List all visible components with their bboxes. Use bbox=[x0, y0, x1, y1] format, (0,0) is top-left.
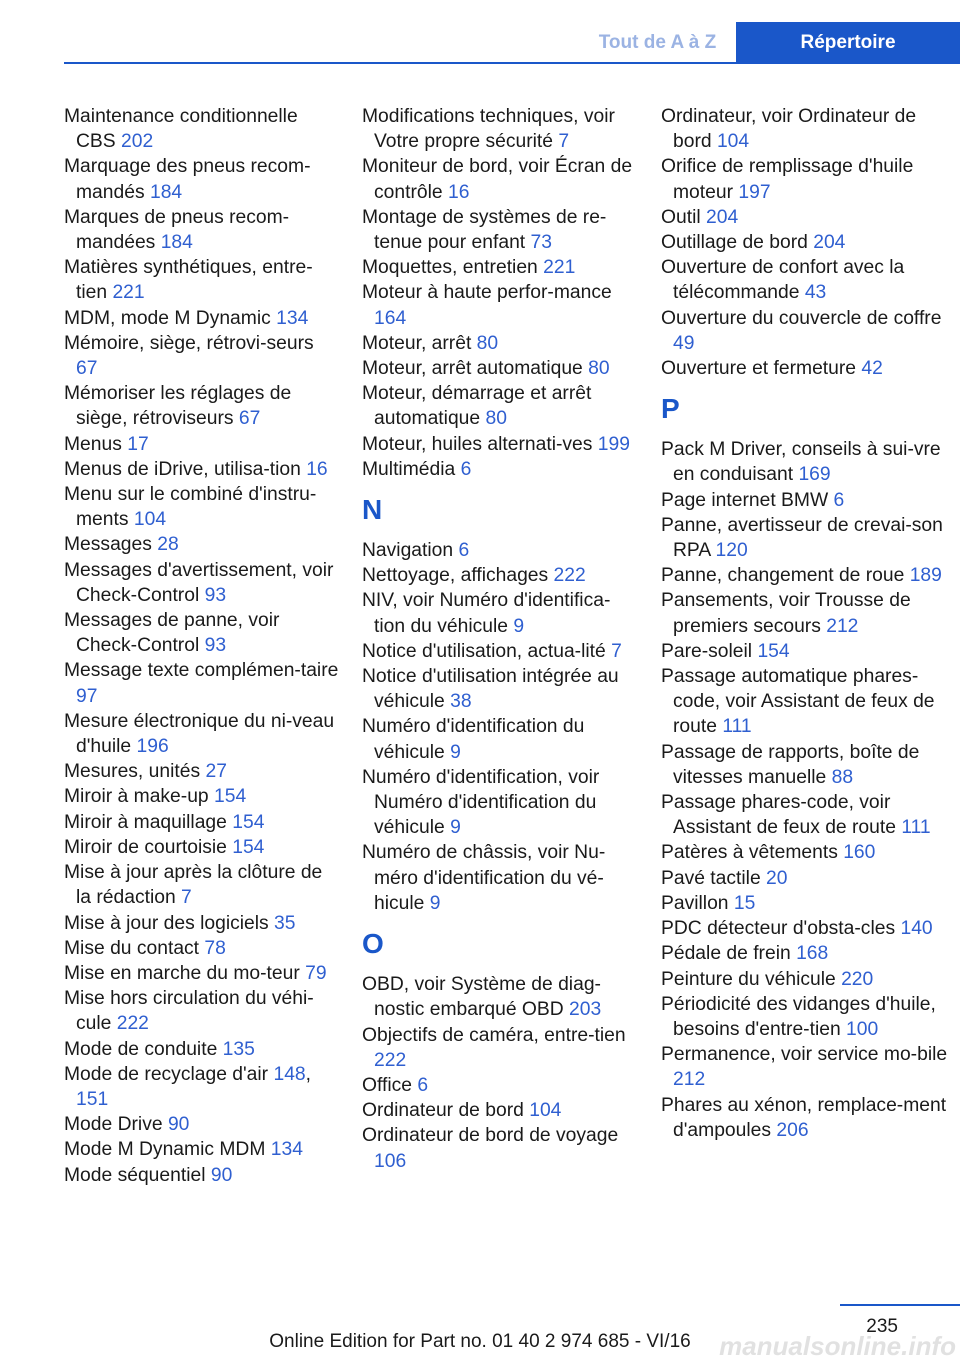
index-entry-text: Mode de conduite bbox=[64, 1038, 218, 1060]
watermark: manualsonline.info bbox=[719, 1331, 956, 1361]
index-entry-text: Mesure électronique du ni-veau d'huile bbox=[64, 710, 335, 758]
index-entry bbox=[362, 457, 638, 482]
index-entry-text: Matières synthétiques, entre-tien bbox=[64, 257, 313, 304]
index-entry bbox=[64, 810, 340, 835]
page-reference-link[interactable]: 9 bbox=[513, 615, 525, 637]
page-reference-link[interactable]: 151 bbox=[76, 1088, 109, 1110]
index-entry-text: Mesures, unités bbox=[64, 761, 201, 783]
index-entry bbox=[64, 608, 340, 658]
index-entry bbox=[64, 835, 340, 860]
index-entry-text: Office bbox=[362, 1074, 413, 1096]
index-entry-text: Ordinateur de bord de voyage bbox=[362, 1125, 619, 1147]
index-entry bbox=[362, 331, 638, 356]
index-entry-text: Patères à vêtements bbox=[661, 842, 838, 864]
index-entry bbox=[661, 104, 951, 154]
index-entry bbox=[661, 563, 951, 588]
index-entry bbox=[362, 381, 638, 431]
index-entry-text: Messages d'avertissement, voir Check-Control bbox=[64, 559, 334, 606]
page-reference-link[interactable]: 35 bbox=[274, 912, 296, 934]
index-entry-text: Ordinateur de bord bbox=[362, 1100, 524, 1122]
index-entry-text: Numéro de châssis, voir Nu-méro d'identification du vé-hicule bbox=[362, 842, 606, 914]
index-entry-text: Mode séquentiel bbox=[64, 1164, 206, 1186]
index-entry-text: Orifice de remplissage d'huile moteur bbox=[661, 156, 914, 203]
page-reference-link[interactable]: 120 bbox=[715, 540, 748, 562]
index-entry bbox=[661, 437, 951, 487]
page-reference-link[interactable]: 6 bbox=[417, 1074, 429, 1096]
page-reference-link[interactable]: 80 bbox=[588, 358, 610, 380]
index-entry-text: Ouverture du couvercle de coffre bbox=[661, 307, 942, 329]
page-reference-link[interactable]: 111 bbox=[901, 817, 931, 839]
page-reference-link[interactable]: 154 bbox=[232, 811, 265, 833]
index-entry bbox=[661, 941, 951, 966]
index-entry-text: Miroir à maquillage bbox=[64, 811, 227, 833]
page-reference-link[interactable]: 38 bbox=[450, 691, 472, 713]
index-entry bbox=[362, 714, 638, 764]
index-entry bbox=[64, 1037, 340, 1062]
index-entry-text: Panne, changement de roue bbox=[661, 565, 905, 587]
index-entry-text: Permanence, voir service mo-bile bbox=[661, 1044, 948, 1066]
index-entry bbox=[64, 759, 340, 784]
index-entry-text: Pack M Driver, conseils à sui-vre en conduisant bbox=[661, 439, 941, 486]
index-entry bbox=[661, 866, 951, 891]
page-reference-link[interactable]: 88 bbox=[831, 766, 854, 788]
index-entry-text: Outillage de bord bbox=[661, 232, 808, 254]
edition-line: Online Edition for Part no. 01 40 2 974 685 - VI/16 bbox=[269, 1331, 691, 1352]
page-reference-link[interactable]: 196 bbox=[136, 736, 169, 758]
page-reference-link[interactable]: 16 bbox=[447, 181, 470, 203]
index-entry-text: Moteur, démarrage et arrêt automatique bbox=[362, 383, 592, 430]
page-reference-link[interactable]: 169 bbox=[798, 464, 831, 486]
index-entry-text: Pavé tactile bbox=[661, 867, 761, 889]
index-entry-text: Menus de iDrive, utilisa-tion bbox=[64, 458, 301, 480]
index-entry-text: Mode M Dynamic MDM bbox=[64, 1139, 266, 1161]
page-reference-link[interactable]: 154 bbox=[757, 640, 790, 662]
index-entry bbox=[64, 154, 340, 204]
index-entry bbox=[661, 588, 951, 638]
page-reference-link[interactable]: 43 bbox=[804, 282, 827, 304]
page-reference-link[interactable]: 15 bbox=[733, 892, 756, 914]
index-entry-text: Numéro d'identification du véhicule bbox=[362, 716, 585, 763]
index-entry bbox=[64, 381, 340, 431]
index-entry-text: Phares au xénon, remplace-ment d'ampoules bbox=[661, 1094, 947, 1141]
index-entry bbox=[362, 588, 638, 638]
index-entry-text: Mise à jour des logiciels bbox=[64, 912, 269, 934]
page-reference-link[interactable]: 134 bbox=[276, 307, 309, 329]
index-column-3 bbox=[661, 104, 951, 1143]
page-reference-link[interactable]: 16 bbox=[306, 458, 328, 480]
index-entry-text: Mémoire, siège, rétrovi-seurs bbox=[64, 332, 314, 354]
page-reference-link[interactable]: 90 bbox=[210, 1164, 233, 1186]
page-reference-link[interactable]: 154 bbox=[214, 786, 247, 808]
index-entry bbox=[64, 911, 340, 936]
index-entry-text: Moteur, arrêt bbox=[362, 332, 472, 354]
index-entry bbox=[64, 860, 340, 910]
page-reference-link[interactable]: 202 bbox=[121, 131, 154, 153]
index-entry bbox=[64, 709, 340, 759]
page-reference-link[interactable]: 80 bbox=[476, 332, 499, 354]
index-entry bbox=[661, 230, 951, 255]
index-entry bbox=[64, 1112, 340, 1137]
page-reference-link[interactable]: 168 bbox=[796, 943, 829, 965]
index-entry bbox=[661, 513, 951, 563]
index-entry bbox=[661, 891, 951, 916]
page-number: 235 bbox=[866, 1316, 898, 1337]
index-entry bbox=[661, 205, 951, 230]
index-entry-text: Pédale de frein bbox=[661, 943, 791, 965]
index-entry bbox=[362, 538, 638, 563]
index-entry bbox=[362, 972, 638, 1022]
index-letter-heading: P bbox=[661, 393, 680, 425]
index-entry bbox=[362, 280, 638, 330]
index-letter-heading: N bbox=[362, 494, 383, 526]
page-reference-link[interactable]: 97 bbox=[76, 685, 98, 707]
page-reference-link[interactable]: 67 bbox=[76, 358, 98, 380]
index-entry bbox=[64, 936, 340, 961]
index-entry bbox=[661, 488, 951, 513]
index-entry-text: Passage automatique phares-code, voir Assistant de feux de route bbox=[661, 666, 935, 738]
index-entry bbox=[64, 255, 340, 305]
index-entry-text: Moteur, arrêt automatique bbox=[362, 358, 583, 380]
index-entry-text: Outil bbox=[661, 206, 701, 228]
index-entry-text: Navigation bbox=[362, 540, 454, 562]
page-reference-link[interactable]: 6 bbox=[833, 489, 845, 511]
page-reference-link[interactable]: 111 bbox=[722, 716, 752, 738]
index-entry-text: Mémoriser les réglages de siège, rétroviseurs bbox=[64, 383, 292, 430]
index-entry-text: Mise à jour après la clôture de la rédaction bbox=[64, 862, 323, 909]
page-reference-link[interactable]: 7 bbox=[558, 131, 570, 153]
index-entry bbox=[661, 1042, 951, 1092]
index-entry-text: Objectifs de caméra, entre-tien bbox=[362, 1024, 626, 1046]
page-reference-link[interactable]: 204 bbox=[706, 206, 739, 228]
index-entry-text: Marques de pneus recom-mandées bbox=[64, 206, 290, 254]
page-reference-link[interactable]: 197 bbox=[738, 181, 771, 203]
index-entry: Mode de recyclage d'air 148, 151 bbox=[64, 1063, 311, 1110]
page-reference-link[interactable]: 28 bbox=[157, 534, 179, 556]
index-entry bbox=[661, 639, 951, 664]
page-reference-link[interactable]: 220 bbox=[841, 968, 874, 990]
index-entry-text: Mise du contact bbox=[64, 937, 200, 959]
page-reference-link[interactable]: 189 bbox=[909, 565, 942, 587]
index-entry-text: MDM, mode M Dynamic bbox=[64, 307, 271, 329]
page-reference-link[interactable]: 106 bbox=[374, 1150, 407, 1172]
page-reference-link[interactable]: 148 bbox=[273, 1063, 306, 1085]
index-entry-text: Moniteur de bord, voir Écran de contrôle bbox=[362, 156, 633, 203]
index-column-2 bbox=[362, 104, 638, 1174]
page-reference-link[interactable]: 184 bbox=[160, 232, 193, 254]
page-reference-link[interactable]: 104 bbox=[716, 131, 750, 153]
page-reference-link[interactable]: 27 bbox=[205, 761, 227, 783]
page-reference-link[interactable]: 222 bbox=[374, 1049, 407, 1071]
index-entry-text: Notice d'utilisation intégrée au véhicule bbox=[362, 666, 619, 713]
page-reference-link[interactable]: 104 bbox=[529, 1100, 562, 1122]
index-entry-text: Message texte complémen-taire bbox=[64, 660, 339, 682]
index-column-1 bbox=[64, 104, 340, 1188]
index-entry bbox=[362, 104, 638, 154]
index-entry-text: Menus bbox=[64, 433, 122, 455]
index-entry-text: Mise hors circulation du véhi-cule bbox=[64, 988, 314, 1035]
index-entry-text: Numéro d'identification, voir Numéro d'identification du véhicule bbox=[362, 766, 600, 839]
index-entry-text: Pansements, voir Trousse de premiers secours bbox=[661, 590, 911, 637]
index-entry bbox=[661, 664, 951, 740]
page-reference-link[interactable]: 203 bbox=[569, 999, 602, 1021]
index-entry bbox=[362, 356, 638, 381]
index-entry-text: Marquage des pneus recom-mandés bbox=[64, 156, 311, 203]
page-reference-link[interactable]: 6 bbox=[458, 540, 470, 562]
page-reference-link[interactable]: 134 bbox=[270, 1139, 303, 1161]
index-entry bbox=[362, 563, 638, 588]
index-entry-text: PDC détecteur d'obsta-cles bbox=[661, 918, 896, 940]
index-entry bbox=[64, 658, 340, 708]
index-entry-text: Notice d'utilisation, actua-lité bbox=[362, 640, 606, 662]
index-entry bbox=[64, 104, 340, 154]
index-entry-text: Moteur, huiles alternati-ves bbox=[362, 433, 593, 455]
page-reference-link[interactable]: 9 bbox=[429, 892, 441, 914]
index-entry bbox=[362, 154, 638, 204]
index-entry-text: Miroir de courtoisie bbox=[64, 836, 227, 858]
index-entry-text: Mise en marche du mo-teur bbox=[64, 962, 300, 984]
index-entry-text: Passage de rapports, boîte de vitesses manuelle bbox=[661, 741, 920, 788]
page-reference-link[interactable]: 221 bbox=[112, 282, 145, 304]
index-entry bbox=[661, 790, 951, 840]
page-reference-link[interactable]: 93 bbox=[204, 584, 227, 606]
index-entry bbox=[362, 1098, 638, 1123]
page-reference-link[interactable]: 199 bbox=[597, 433, 630, 455]
index-entry bbox=[661, 840, 951, 865]
index-letter-heading: O bbox=[362, 928, 384, 960]
index-entry bbox=[64, 306, 340, 331]
index-entry bbox=[64, 532, 340, 557]
page-reference-link[interactable]: 206 bbox=[776, 1119, 809, 1141]
page-reference-link[interactable]: 73 bbox=[530, 232, 552, 254]
index-entry bbox=[661, 306, 951, 356]
page-reference-link[interactable]: 49 bbox=[673, 332, 695, 354]
page-reference-link[interactable]: 104 bbox=[133, 509, 167, 531]
index-entry bbox=[362, 1023, 638, 1073]
page-reference-link[interactable]: 80 bbox=[485, 408, 507, 430]
page-reference-link[interactable]: 222 bbox=[116, 1013, 149, 1035]
index-entry-text: Pare-soleil bbox=[661, 640, 753, 662]
page-reference-link[interactable]: 140 bbox=[900, 918, 933, 940]
page-reference-link[interactable]: 7 bbox=[181, 887, 192, 909]
index-entry bbox=[661, 992, 951, 1042]
index-entry bbox=[362, 664, 638, 714]
index-entry bbox=[64, 558, 340, 608]
index-entry-text: Mode de recyclage d'air bbox=[64, 1063, 269, 1085]
index-entry-text: Menu sur le combiné d'instru-ments bbox=[64, 484, 317, 531]
index-entry-text: Ouverture de confort avec la télécommande bbox=[661, 257, 905, 304]
page-reference-link[interactable]: 90 bbox=[167, 1114, 190, 1136]
index-entry-text: Nettoyage, affichages bbox=[362, 565, 549, 587]
index-entry bbox=[362, 432, 638, 457]
index-entry bbox=[661, 916, 951, 941]
index-entry-text: Maintenance conditionnelle CBS bbox=[64, 106, 298, 153]
index-entry bbox=[362, 255, 638, 280]
index-entry bbox=[64, 457, 340, 482]
index-entry-text: Pavillon bbox=[661, 892, 729, 914]
index-entry-text: Montage de systèmes de re-tenue pour enfant bbox=[362, 206, 607, 254]
index-entry-text: Mode Drive bbox=[64, 1114, 163, 1136]
index-entry bbox=[362, 1123, 638, 1173]
index-entry-text: Moquettes, entretien bbox=[362, 257, 538, 279]
page-reference-link[interactable]: 184 bbox=[149, 181, 183, 203]
page-reference-link[interactable]: 9 bbox=[450, 817, 461, 839]
index-entry-text: Page internet BMW bbox=[661, 489, 829, 511]
page-reference-link[interactable]: 100 bbox=[846, 1018, 879, 1040]
index-entry-text: Peinture du véhicule bbox=[661, 968, 836, 990]
page-reference-link[interactable]: 42 bbox=[861, 358, 883, 380]
page-reference-link[interactable]: 9 bbox=[450, 741, 461, 763]
page-reference-link[interactable]: 164 bbox=[374, 307, 407, 329]
index-entry bbox=[64, 331, 340, 381]
index-entry bbox=[64, 986, 340, 1036]
index-entry-text: Messages de panne, voir Check-Control bbox=[64, 610, 280, 657]
index-entry bbox=[64, 1163, 340, 1188]
page-reference-link[interactable]: 79 bbox=[305, 962, 327, 984]
page-reference-link[interactable]: 67 bbox=[238, 408, 261, 430]
page-reference-link[interactable]: 221 bbox=[543, 257, 576, 279]
index-entry bbox=[661, 154, 951, 204]
index-entry bbox=[64, 961, 340, 986]
page-reference-link[interactable]: 212 bbox=[826, 615, 859, 637]
index-entry bbox=[64, 432, 340, 457]
index-entry bbox=[362, 205, 638, 255]
index-entry bbox=[661, 967, 951, 992]
index-entry-text: Panne, avertisseur de crevai-son RPA bbox=[661, 514, 943, 562]
index-entry-text: NIV, voir Numéro d'identifica-tion du véhicule bbox=[362, 590, 611, 637]
tab-repertoire[interactable]: Répertoire bbox=[736, 22, 960, 64]
page-reference-link[interactable]: 93 bbox=[204, 635, 227, 657]
index-entry bbox=[362, 765, 638, 841]
index-entry-text: Ordinateur, voir Ordinateur de bord bbox=[661, 106, 917, 153]
page-reference-link[interactable]: 222 bbox=[553, 565, 586, 587]
index-entry bbox=[64, 482, 340, 532]
index-entry bbox=[64, 784, 340, 809]
page-reference-link[interactable]: 135 bbox=[222, 1038, 255, 1060]
page-reference-link[interactable]: 160 bbox=[843, 842, 876, 864]
index-entry-text: Périodicité des vidanges d'huile, besoins d'entre-tien bbox=[661, 993, 936, 1040]
index-entry bbox=[661, 356, 951, 381]
index-entry bbox=[362, 840, 638, 916]
index-entry-text: Messages bbox=[64, 534, 152, 556]
index-entry-text: Miroir à make-up bbox=[64, 786, 209, 808]
page-reference-link[interactable]: 20 bbox=[766, 867, 788, 889]
index-entry bbox=[362, 1073, 638, 1098]
index-entry-text: Modifications techniques, voir Votre propre sécurité bbox=[362, 106, 615, 153]
page-reference-link[interactable]: 7 bbox=[611, 640, 622, 662]
index-entry-text: Passage phares-code, voir Assistant de feux de route bbox=[661, 792, 896, 839]
index-entry-text: OBD, voir Système de diag-nostic embarqué OBD bbox=[362, 974, 601, 1021]
page-reference-link[interactable]: 78 bbox=[204, 937, 226, 959]
page-reference-link[interactable]: 6 bbox=[460, 458, 472, 480]
page-reference-link[interactable]: 17 bbox=[127, 433, 149, 455]
index-entry bbox=[661, 255, 951, 305]
index-entry bbox=[64, 205, 340, 255]
tab-tout-de-a-a-z[interactable]: Tout de A à Z bbox=[598, 32, 717, 53]
page-reference-link[interactable]: 212 bbox=[673, 1069, 706, 1091]
footer-rule bbox=[840, 1304, 960, 1306]
index-entry bbox=[661, 1093, 951, 1143]
index-entry-text: Ouverture et fermeture bbox=[661, 358, 857, 380]
index-entry-text: Multimédia bbox=[362, 458, 456, 480]
index-entry bbox=[362, 639, 638, 664]
index-entry-text: Moteur à haute perfor-mance bbox=[362, 282, 612, 304]
index-entry bbox=[64, 1137, 340, 1162]
page-reference-link[interactable]: 154 bbox=[232, 836, 265, 858]
index-entry bbox=[661, 740, 951, 790]
page-reference-link[interactable]: 204 bbox=[813, 232, 846, 254]
